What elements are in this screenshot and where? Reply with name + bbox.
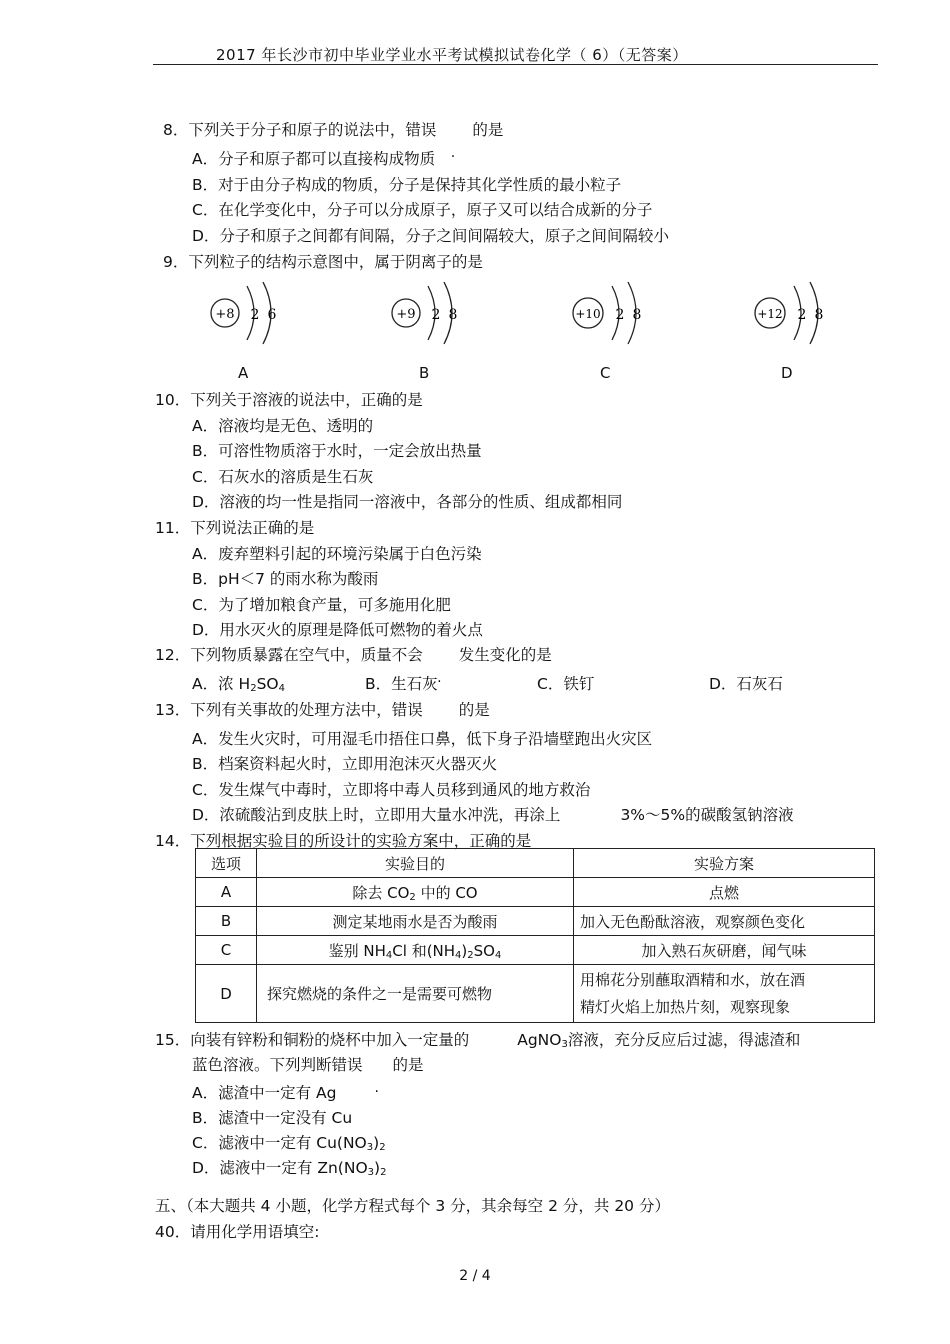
q12-stem [155,643,552,665]
atom-label-a: A [238,364,249,382]
q12-stem-tail: 发生变化的是 [458,646,552,664]
q13-option-c: C．发生煤气中毒时，立即将中毒人员移到通风的地方救治 [192,781,591,799]
atom-a-shell-2: 6 [267,307,277,323]
q10-option-b: B．可溶性物质溶于水时，一定会放出热量 [192,442,482,460]
atom-c-shell-1: 2 [615,307,625,323]
q8-stem-tail: 的是 [472,121,504,139]
q9-stem: 9．下列粒子的结构示意图中，属于阴离子的是 [163,253,483,271]
atom-c-shell-2: 8 [632,307,642,323]
q8-stem [163,118,503,140]
experiment-table [195,848,875,1023]
q10-option-a: A．溶液均是无色、透明的 [192,417,374,435]
atom-a-shell-1: 2 [250,307,260,323]
atom-diagram-d [750,278,840,348]
page-header-title: 2017 年长沙市初中毕业学业水平考试模拟试卷化学（ 6）（无答案） [216,46,688,64]
q8-option-a: A．分子和原子都可以直接构成物质 [192,150,436,168]
q15-option-c: C．滤液中一定有 $Cu(NO_3)_2$ [192,1134,386,1153]
table-header-option: 选项 [196,849,257,878]
q11-option-a: A．废弃塑料引起的环境污染属于白色污染 [192,545,482,563]
q10-option-c: C．石灰水的溶质是生石灰 [192,468,374,486]
q10-stem: 10．下列关于溶液的说法中，正确的是 [155,391,423,409]
q8-option-b: B．对于由分子构成的物质，分子是保持其化学性质的最小粒子 [192,176,622,194]
atom-b-shell-1: 2 [431,307,441,323]
q12-stem-text: 12．下列物质暴露在空气中，质量不会 [155,646,423,664]
q13-stem-text: 13．下列有关事故的处理方法中，错误 [155,701,423,719]
table-row: A 除去 $CO_2$ 中的 CO 点燃 [196,878,875,907]
q11-option-c: C．为了增加粮食产量，可多施用化肥 [192,596,451,614]
q13-option-a: A．发生火灾时，可用湿毛巾捂住口鼻，低下身子沿墙壁跑出火灾区 [192,730,653,748]
q13-stem-tail: 的是 [458,701,490,719]
q8-option-d: D．分子和原子之间都有间隔，分子之间间隔较大，原子之间间隔较小 [192,227,669,245]
q12-option-d: D．石灰石 [709,675,783,693]
atom-b-shell-2: 8 [448,307,458,323]
atom-d-shell-2: 8 [814,307,824,323]
q15-option-b: B．滤渣中一定没有 Cu [192,1109,353,1127]
atom-label-d: D [781,364,793,382]
table-row: D 探究燃烧的条件之一是需要可燃物 用棉花分别蘸取酒精和水，放在酒 精灯火焰上加热片刻，观察现象 [196,965,875,1023]
q11-option-d: D．用水灭火的原理是降低可燃物的着火点 [192,621,483,639]
q15-stem-line1: 15．向装有锌粉和铜粉的烧杯中加入一定量的 AgNO$_3$溶液，充分反应后过滤，得滤渣和 [155,1031,801,1050]
atom-a-nucleus: +8 [215,307,235,322]
atom-label-b: B [419,364,430,382]
q15-option-a: A．滤渣中一定有 Ag [192,1084,337,1102]
q12-option-b: B．生石灰 [365,675,438,693]
atom-diagram-a [205,278,295,348]
atom-d-shell-1: 2 [797,307,807,323]
table-header-plan: 实验方案 [574,849,875,878]
q15-option-d: D．滤液中一定有 $Zn(NO_3)_2$ [192,1159,387,1178]
q8-option-c: C．在化学变化中，分子可以分成原子，原子又可以结合成新的分子 [192,201,653,219]
table-row: C 鉴别 $NH_4Cl$ 和$(NH_4)_2SO_4$ 加入熟石灰研磨，闻气味 [196,936,875,965]
q40-stem: 40．请用化学用语填空: [155,1223,320,1241]
atom-label-c: C [600,364,611,382]
q12-option-a: A．浓 $H_2SO_4$ [192,675,285,694]
q15-stem-line2: 蓝色溶液。下列判断错误 的是 [192,1056,424,1074]
q8-stem-text: 8．下列关于分子和原子的说法中，错误 [163,121,437,139]
table-row: B 测定某地雨水是否为酸雨 加入无色酚酞溶液，观察颜色变化 [196,907,875,936]
q11-stem: 11．下列说法正确的是 [155,519,315,537]
table-header-purpose: 实验目的 [257,849,574,878]
atom-diagram-c [568,278,658,348]
atom-b-nucleus: +9 [396,307,416,322]
header-rule [153,64,878,65]
q11-option-b: B．pH＜7 的雨水称为酸雨 [192,570,379,588]
atom-diagram-b [386,278,476,348]
table-header-row [196,849,875,878]
q12-option-c: C．铁钉 [537,675,595,693]
q10-option-d: D．溶液的均一性是指同一溶液中，各部分的性质、组成都相同 [192,493,623,511]
q13-option-d: D．浓硫酸沾到皮肤上时，立即用大量水冲洗，再涂上 3%～5%的碳酸氢钠溶液 [192,806,794,824]
page-number: 2 / 4 [459,1268,491,1284]
q14-stem: 14．下列根据实验目的所设计的实验方案中，正确的是 [155,832,532,850]
q13-stem [155,698,490,720]
atom-d-nucleus: +12 [757,307,783,321]
section-five-heading: 五、（本大题共 4 小题，化学方程式每个 3 分，其余每空 2 分，共 20 分） [155,1197,670,1215]
q13-option-b: B．档案资料起火时，立即用泡沫灭火器灭火 [192,755,498,773]
atom-c-nucleus: +10 [575,307,601,321]
